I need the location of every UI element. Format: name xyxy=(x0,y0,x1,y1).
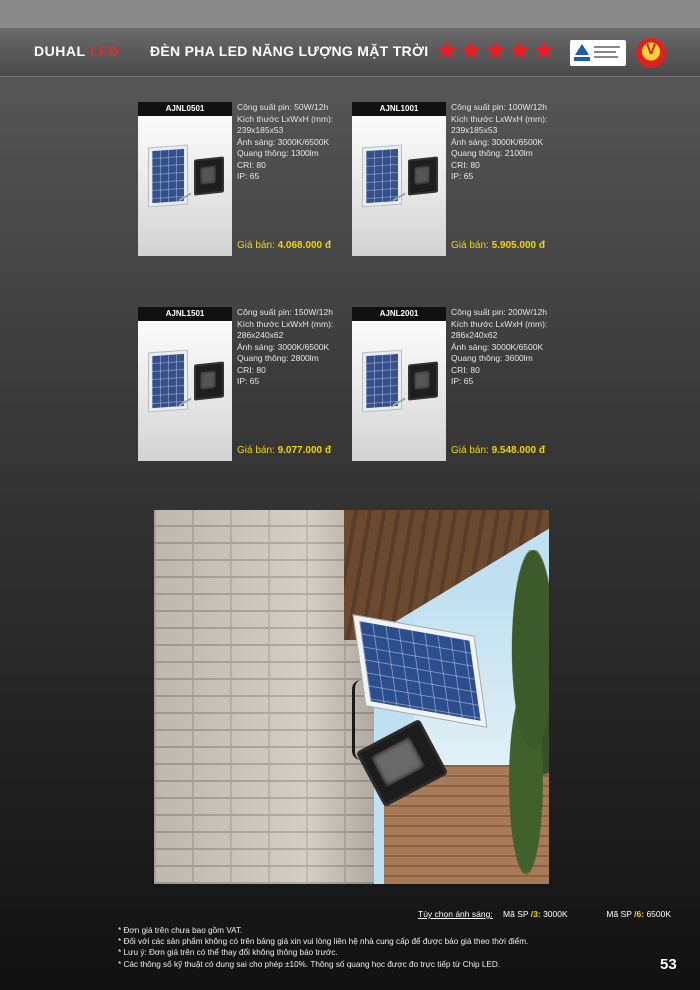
star-icon: ★ xyxy=(435,36,459,66)
product-specs xyxy=(237,102,357,183)
spec-lumen: Quang thông: 2800lm xyxy=(237,353,319,363)
footnote: * Đơn giá trên chưa bao gồm VAT. xyxy=(118,926,243,935)
spec-power: Công suất pin: 150W/12h xyxy=(237,307,333,317)
product-card xyxy=(352,102,558,272)
product-card xyxy=(138,102,344,272)
options-label: Tùy chọn ánh sáng: xyxy=(418,909,493,919)
price-label: Giá bán: xyxy=(237,240,275,251)
top-band xyxy=(0,0,700,28)
star-icon: ★ xyxy=(532,36,556,66)
flood-light-icon xyxy=(194,156,224,195)
footnote: * Lưu ý: Đơn giá trên có thể thay đổi không thông báo trước. xyxy=(118,948,338,958)
brand-accent: LED xyxy=(89,43,120,59)
spec-lumen: Quang thông: 2100lm xyxy=(451,148,533,158)
product-price xyxy=(237,445,331,456)
product-image xyxy=(352,307,446,461)
spec-light: Ánh sáng: 3000K/6500K xyxy=(237,136,330,147)
price-value: 4.068.000 đ xyxy=(277,240,331,251)
product-price xyxy=(451,240,545,251)
spec-power: Công suất pin: 50W/12h xyxy=(237,102,329,112)
spec-dimension-label: Kích thước LxWxH (mm): xyxy=(451,113,548,124)
product-image xyxy=(352,102,446,256)
product-code: AJNL1001 xyxy=(352,102,446,116)
flood-light-icon xyxy=(408,361,438,400)
spec-dimension-label: Kích thước LxWxH (mm): xyxy=(237,318,334,329)
spec-ip: IP: 65 xyxy=(451,376,474,386)
option-prefix: Mã SP xyxy=(606,909,632,919)
option-value: 3000K xyxy=(543,909,568,919)
footnotes xyxy=(118,925,618,970)
spec-dimension-label: Kích thước LxWxH (mm): xyxy=(451,318,548,329)
star-icon: ★ xyxy=(483,36,507,66)
product-specs xyxy=(237,307,357,388)
footnote: * Các thông số kỹ thuật có dung sai cho phép ±10%. Thông số quang học được đo trực tiếp từ Chip LED. xyxy=(118,959,501,969)
product-card xyxy=(138,307,344,477)
option-value: 6500K xyxy=(646,909,672,919)
light-options xyxy=(418,909,671,919)
spec-light: Ánh sáng: 3000K/6500K xyxy=(451,136,544,147)
price-label: Giá bán: xyxy=(451,240,489,251)
spec-lumen: Quang thông: 3600lm xyxy=(451,353,533,363)
page-header xyxy=(0,28,700,77)
spec-cri: CRI: 80 xyxy=(237,364,266,375)
product-card xyxy=(352,307,558,477)
option-prefix: Mã SP xyxy=(503,909,529,919)
product-specs xyxy=(451,102,571,183)
spec-cri: CRI: 80 xyxy=(237,159,266,170)
spec-dimension-value: 286x240x62 xyxy=(451,330,498,340)
page-title: ĐÈN PHA LED NĂNG LƯỢNG MẶT TRỜI xyxy=(150,43,429,59)
product-image xyxy=(138,307,232,461)
spec-cri: CRI: 80 xyxy=(451,364,480,375)
spec-cri: CRI: 80 xyxy=(451,159,480,170)
flood-light-icon xyxy=(194,361,224,400)
product-specs xyxy=(451,307,571,388)
price-label: Giá bán: xyxy=(451,445,489,456)
spec-power: Công suất pin: 200W/12h xyxy=(451,307,547,317)
spec-lumen: Quang thông: 1300lm xyxy=(237,148,319,158)
spec-ip: IP: 65 xyxy=(451,171,474,181)
option-code: /3: xyxy=(530,909,541,919)
spec-dimension-value: 286x240x62 xyxy=(237,330,284,340)
spec-ip: IP: 65 xyxy=(237,171,260,181)
product-price xyxy=(237,240,331,251)
brand-name: DUHAL xyxy=(34,43,86,59)
product-code: AJNL0501 xyxy=(138,102,232,116)
star-icon: ★ xyxy=(459,36,483,66)
page-number: 53 xyxy=(660,956,677,973)
tuv-certification-badge-icon xyxy=(570,40,626,66)
product-price xyxy=(451,445,545,456)
footnote: * Đối với các sản phẩm không có trên bảng giá xin vui lòng liên hệ nhà cung cấp để được báo giá theo thời điểm. xyxy=(118,937,529,947)
product-image xyxy=(138,102,232,256)
spec-dimension-label: Kích thước LxWxH (mm): xyxy=(237,113,334,124)
rating-stars xyxy=(435,38,556,64)
spec-dimension-value: 239x185x53 xyxy=(451,125,498,135)
star-icon: ★ xyxy=(507,36,532,66)
spec-light: Ánh sáng: 3000K/6500K xyxy=(451,341,544,352)
option-code: /6: xyxy=(634,909,645,919)
price-label: Giá bán: xyxy=(237,445,275,456)
flood-light-icon xyxy=(408,156,438,195)
spec-ip: IP: 65 xyxy=(237,376,260,386)
spec-light: Ánh sáng: 3000K/6500K xyxy=(237,341,330,352)
spec-dimension-value: 239x185x53 xyxy=(237,125,284,135)
product-code: AJNL2001 xyxy=(352,307,446,321)
price-value: 9.548.000 đ xyxy=(491,445,545,456)
price-value: 5.905.000 đ xyxy=(491,240,545,251)
quality-vietnam-badge-icon: V xyxy=(636,38,666,68)
product-code: AJNL1501 xyxy=(138,307,232,321)
brand-logo xyxy=(34,43,119,59)
spec-power: Công suất pin: 100W/12h xyxy=(451,102,547,112)
price-value: 9.077.000 đ xyxy=(277,445,331,456)
installation-photo xyxy=(154,510,549,884)
